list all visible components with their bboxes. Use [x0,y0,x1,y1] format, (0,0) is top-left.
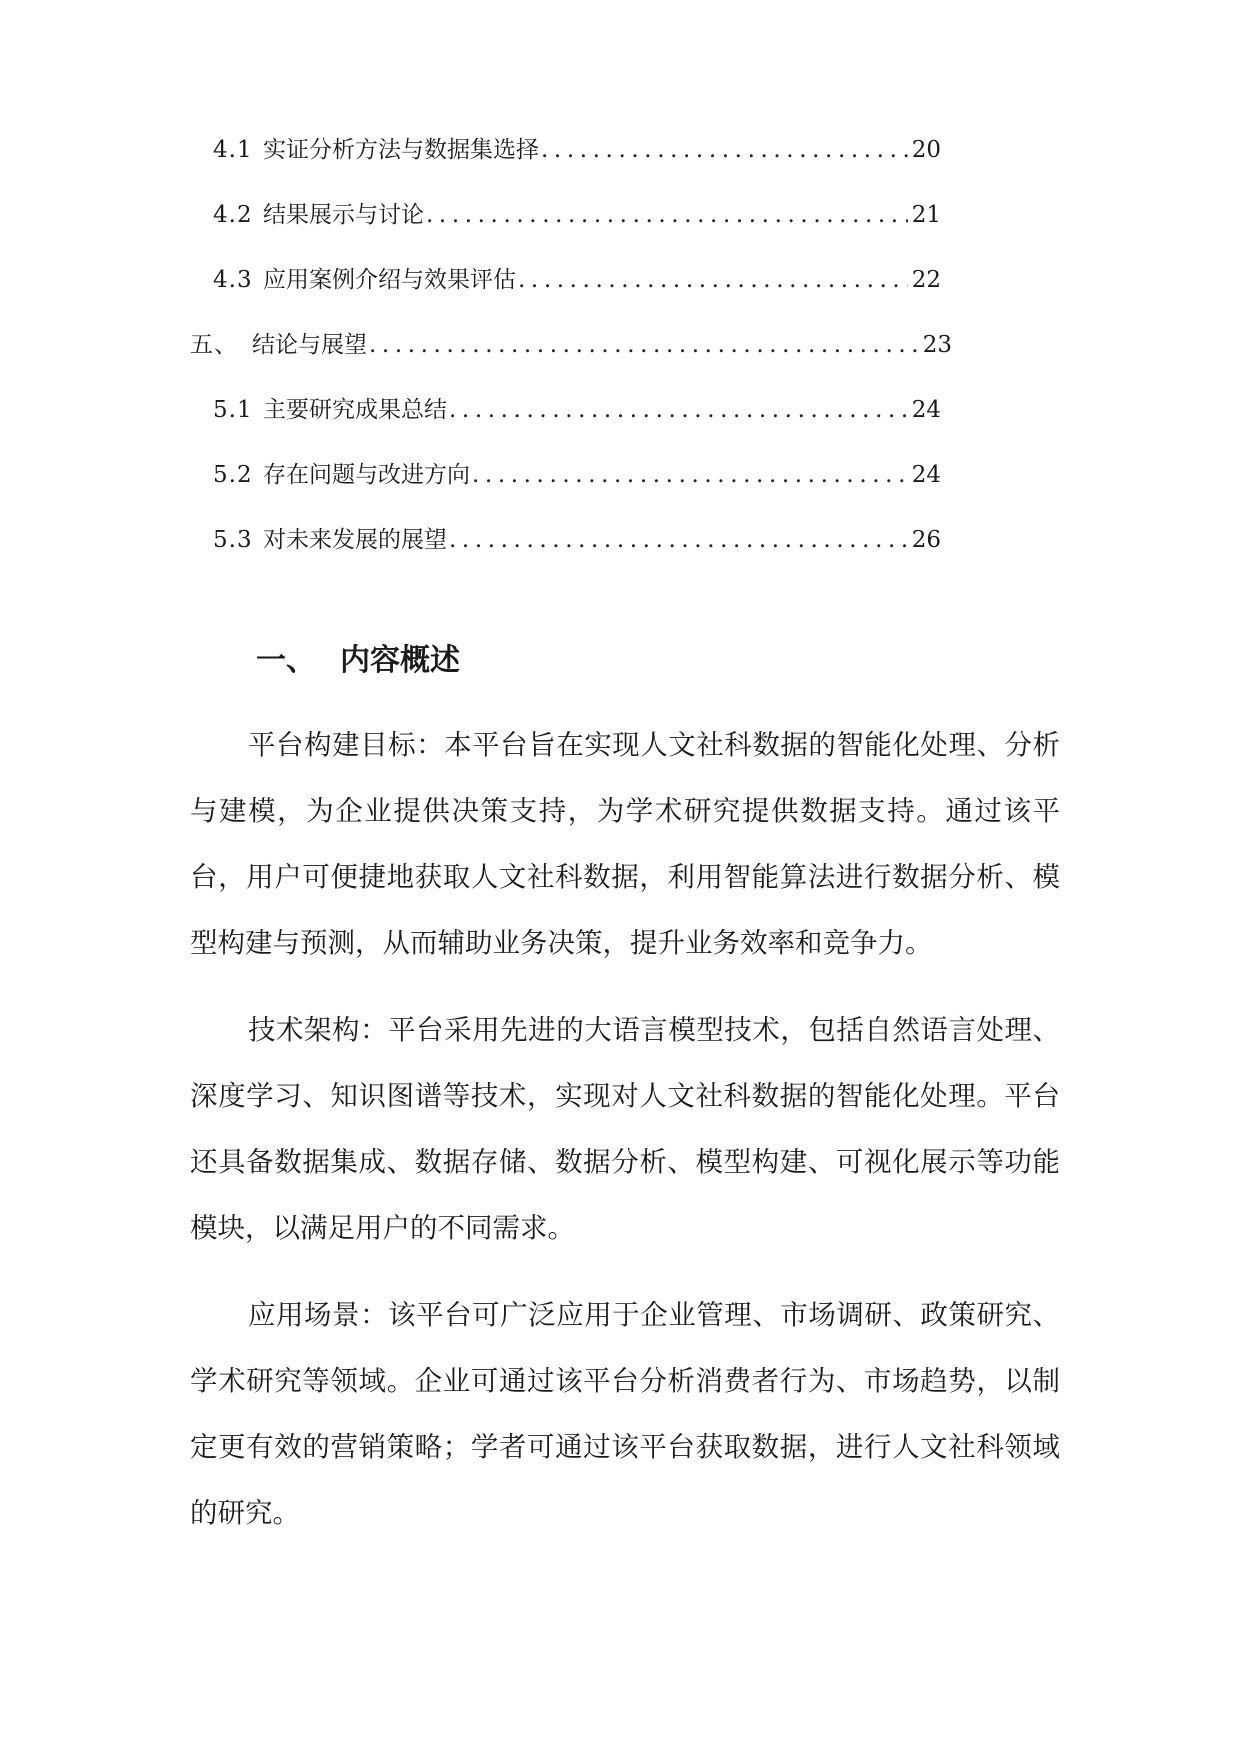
toc-entry [213,132,941,168]
toc-leader-dots [541,132,908,168]
toc-leader-dots [472,457,908,493]
body-paragraph: 技术架构：平台采用先进的大语言模型技术，包括自然语言处理、深度学习、知识图谱等技术，实现对人文社科数据的智能化处理。平台还具备数据集成、数据存储、数据分析、模型构建、可视化展示等功能模块，以满足用户的不同需求。 [190,1014,1060,1244]
toc-entry-page: 23 [922,332,952,358]
toc-leader-dots [449,522,908,558]
toc-leader-dots [426,197,908,233]
toc-entry [190,327,952,363]
toc-entry-title: 结论与展望 [252,332,367,358]
toc-entry-page: 24 [911,462,941,488]
toc-entry-number: 4.2 [213,202,253,228]
toc-entry-page: 21 [911,202,941,228]
toc-entry-number: 5.3 [213,527,253,553]
toc-entry-page: 22 [911,267,941,293]
toc-entry-page: 24 [911,397,941,423]
section-title: 内容概述 [340,643,460,678]
toc-entry-title: 结果展示与讨论 [263,202,424,228]
toc-entry-title: 主要研究成果总结 [263,397,447,423]
toc-entry-title: 存在问题与改进方向 [263,462,470,488]
section-heading [256,636,460,686]
toc-entry-number: 5.1 [213,397,253,423]
toc-leader-dots [449,392,908,428]
toc-entry [213,392,941,428]
toc-entry-page: 20 [911,137,941,163]
toc-entry [213,197,941,233]
body-paragraph: 平台构建目标：本平台旨在实现人文社科数据的智能化处理、分析与建模，为企业提供决策支持，为学术研究提供数据支持。通过该平台，用户可便捷地获取人文社科数据，利用智能算法进行数据分析、模型构建与预测，从而辅助业务决策，提升业务效率和竞争力。 [190,729,1060,959]
toc-leader-dots [369,327,919,363]
toc-entry [213,262,941,298]
toc-entry-number: 五、 [190,332,238,358]
toc-entry-number: 5.2 [213,462,253,488]
toc-entry-title: 实证分析方法与数据集选择 [263,137,539,163]
toc-entry-page: 26 [911,527,941,553]
toc-entry [213,457,941,493]
toc-entry [213,522,941,558]
toc-entry-number: 4.3 [213,267,253,293]
toc-entry-title: 对未来发展的展望 [263,527,447,553]
toc-entry-title: 应用案例介绍与效果评估 [263,267,516,293]
section-number: 一、 [256,643,316,678]
body-paragraph: 应用场景：该平台可广泛应用于企业管理、市场调研、政策研究、学术研究等领域。企业可通过该平台分析消费者行为、市场趋势，以制定更有效的营销策略；学者可通过该平台获取数据，进行人文社科领域的研究。 [190,1299,1060,1529]
toc-leader-dots [518,262,908,298]
toc-entry-number: 4.1 [213,137,253,163]
